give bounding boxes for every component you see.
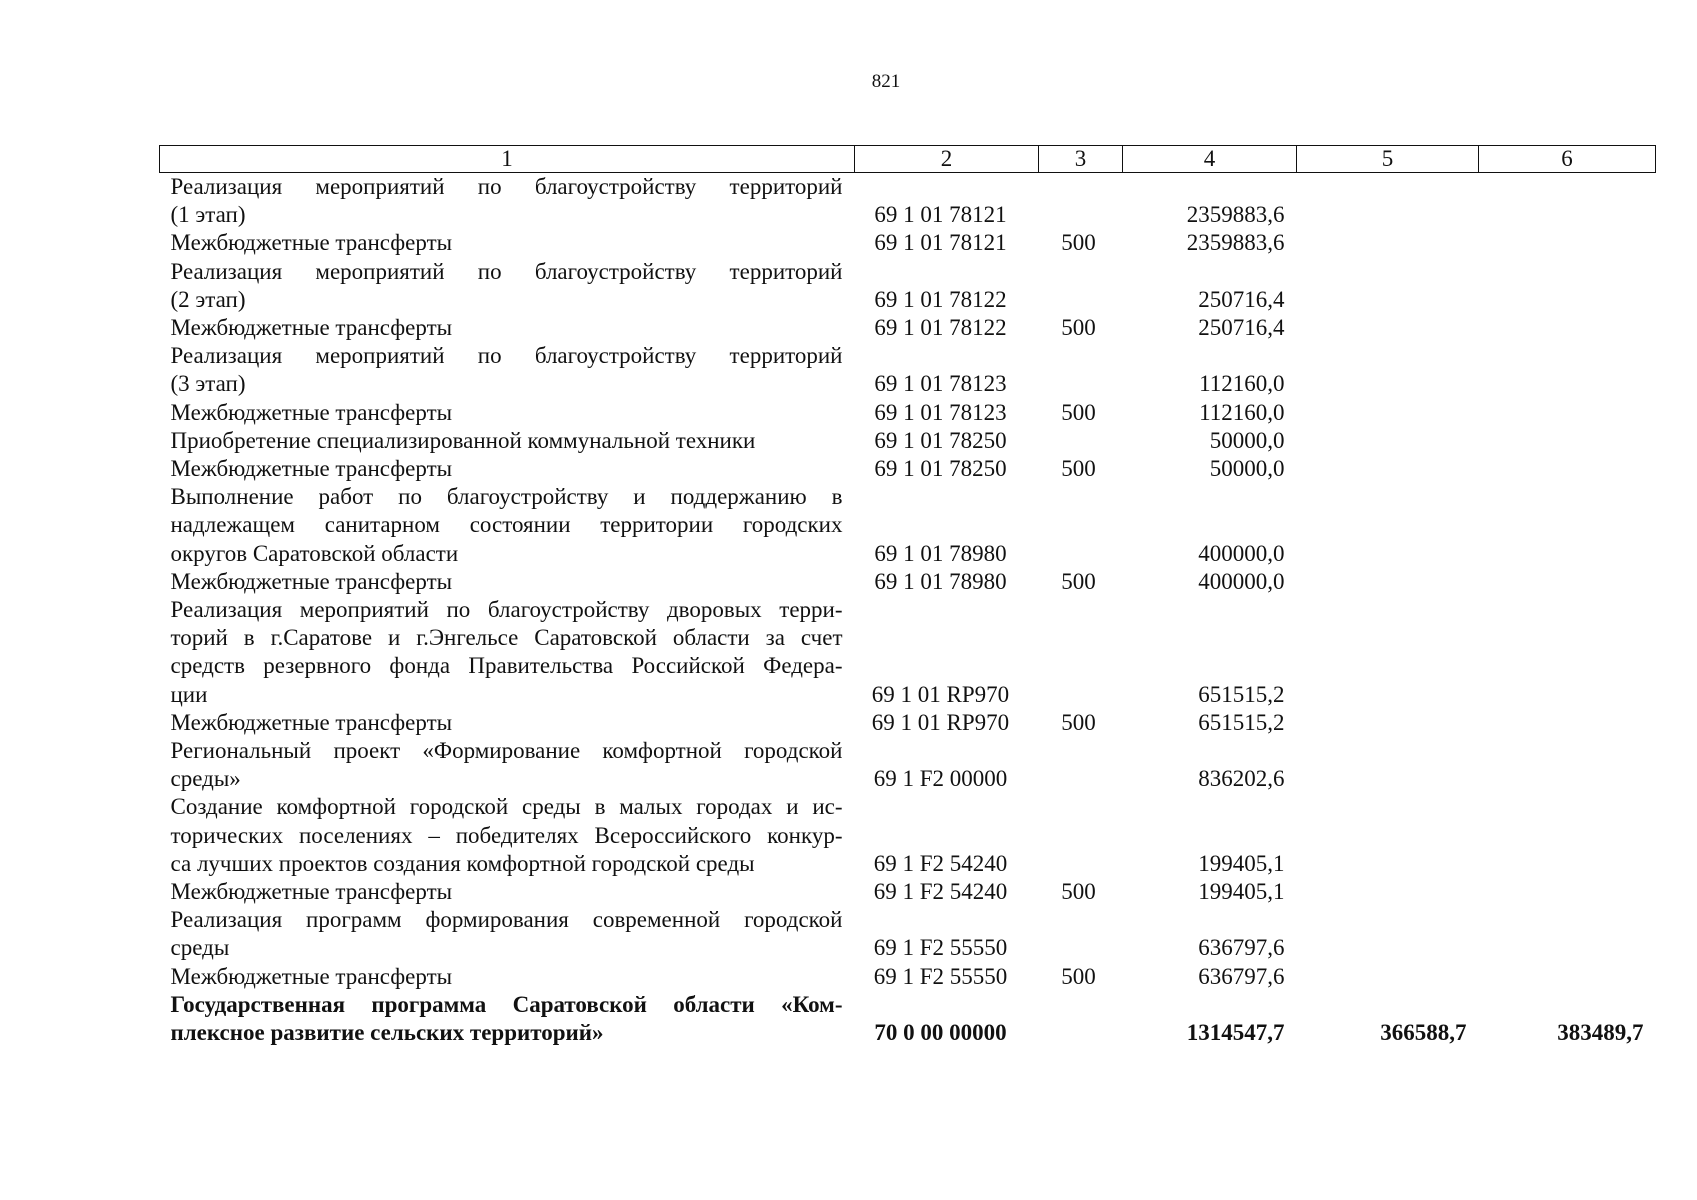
row-name-line: (3 этап) [170, 371, 246, 397]
table-row [160, 906, 1656, 962]
row-value-col6 [1479, 455, 1656, 483]
row-value-col4: 50000,0 [1209, 456, 1285, 482]
row-value-col4: 2359883,6 [1186, 202, 1285, 228]
table-row [160, 258, 1656, 314]
table-row [160, 793, 1656, 878]
row-type: 500 [1061, 879, 1096, 905]
row-value-col4: 636797,6 [1198, 963, 1285, 989]
table-header [160, 146, 1656, 173]
row-name-line: средств резервного фонда Правительства Российской Федера- [170, 653, 843, 679]
row-value-col5 [1297, 568, 1479, 596]
row-code: 69 1 F2 54240 [873, 850, 1008, 876]
row-name-line: Межбюджетные трансферты [170, 963, 453, 989]
row-type [1039, 173, 1123, 230]
row-name-line: Реализация мероприятий по благоустройству территорий [170, 343, 843, 369]
row-value-col5 [1297, 399, 1479, 427]
row-code: 69 1 01 78250 [874, 456, 1007, 482]
row-code: 69 1 01 78123 [874, 399, 1007, 425]
table-row [160, 173, 1656, 230]
row-value-col4: 651515,2 [1198, 709, 1285, 735]
row-type [1039, 737, 1123, 793]
row-name-line: Межбюджетные трансферты [170, 315, 453, 341]
header-col-6: 6 [1479, 146, 1656, 173]
row-code: 69 1 F2 55550 [873, 935, 1008, 961]
row-code: 69 1 01 78980 [874, 540, 1007, 566]
row-value-col4: 199405,1 [1198, 879, 1285, 905]
row-code: 69 1 01 RP970 [871, 681, 1010, 707]
row-value-col6 [1479, 427, 1656, 455]
row-value-col6 [1479, 258, 1656, 314]
row-type [1039, 483, 1123, 568]
table-row [160, 963, 1656, 991]
row-type [1039, 793, 1123, 878]
row-name-line: Выполнение работ по благоустройству и поддержанию в [170, 484, 843, 510]
row-name-line: Межбюджетные трансферты [170, 879, 453, 905]
row-name-line: Реализация мероприятий по благоустройству дворовых терри- [170, 597, 843, 623]
table-row [160, 483, 1656, 568]
row-value-col5 [1297, 427, 1479, 455]
row-name-line: Межбюджетные трансферты [170, 709, 453, 735]
row-value-col6 [1479, 906, 1656, 962]
row-name-line: Межбюджетные трансферты [170, 568, 453, 594]
row-name [160, 258, 855, 314]
row-name-line: Создание комфортной городской среды в малых городах и ис- [170, 794, 843, 820]
row-name-line: Реализация программ формирования современной городской [170, 907, 843, 933]
row-name [160, 906, 855, 962]
row-value-col6 [1479, 737, 1656, 793]
header-row [160, 146, 1656, 173]
row-type: 500 [1061, 456, 1096, 482]
row-type [1039, 991, 1123, 1047]
row-name [160, 709, 855, 737]
row-value-col6 [1479, 173, 1656, 230]
row-name [160, 568, 855, 596]
row-code: 69 1 01 78122 [874, 315, 1007, 341]
row-name [160, 991, 855, 1047]
header-col-2: 2 [855, 146, 1039, 173]
row-value-col5 [1297, 229, 1479, 257]
table-row [160, 399, 1656, 427]
row-value-col4: 400000,0 [1198, 540, 1285, 566]
row-type [1039, 342, 1123, 398]
header-col-4: 4 [1123, 146, 1297, 173]
row-code: 70 0 00 00000 [874, 1020, 1007, 1046]
row-name-line: са лучших проектов создания комфортной городской среды [170, 850, 755, 876]
row-value-col6 [1479, 709, 1656, 737]
row-name [160, 399, 855, 427]
row-name-line: (2 этап) [170, 286, 246, 312]
row-value-col5 [1297, 258, 1479, 314]
row-name-line: торических поселениях – победителях Всероссийского конкур- [170, 822, 843, 848]
table-body [160, 173, 1656, 1048]
row-value-col4: 1314547,7 [1186, 1020, 1285, 1046]
row-value-col5 [1297, 342, 1479, 398]
row-type: 500 [1061, 568, 1096, 594]
row-code: 69 1 01 78122 [874, 286, 1007, 312]
row-code: 69 1 F2 00000 [873, 766, 1008, 792]
row-type: 500 [1061, 230, 1096, 256]
table-row [160, 314, 1656, 342]
row-name-line: Реализация мероприятий по благоустройству территорий [170, 258, 843, 284]
row-name-line: торий в г.Саратове и г.Энгельсе Саратовской области за счет [170, 625, 843, 651]
table-row [160, 568, 1656, 596]
row-name [160, 229, 855, 257]
row-value-col5 [1297, 173, 1479, 230]
row-type: 500 [1061, 315, 1096, 341]
row-name [160, 596, 855, 709]
row-value-col4: 250716,4 [1198, 286, 1285, 312]
row-name-line: среды» [170, 766, 241, 792]
row-value-col5 [1297, 455, 1479, 483]
row-code: 69 1 F2 55550 [873, 963, 1008, 989]
table-row [160, 991, 1656, 1047]
row-name [160, 878, 855, 906]
row-type [1039, 258, 1123, 314]
header-col-5: 5 [1297, 146, 1479, 173]
row-code: 69 1 01 78123 [874, 371, 1007, 397]
row-name-line: Реализация мероприятий по благоустройству территорий [170, 174, 843, 199]
table-row [160, 709, 1656, 737]
table-row [160, 455, 1656, 483]
row-value-col5: 366588,7 [1380, 1020, 1467, 1046]
table-row [160, 878, 1656, 906]
row-value-col6 [1479, 399, 1656, 427]
page-number: 821 [871, 71, 901, 92]
row-value-col6 [1479, 596, 1656, 709]
row-value-col6 [1479, 878, 1656, 906]
row-value-col5 [1297, 906, 1479, 962]
row-code: 69 1 01 78121 [874, 202, 1007, 228]
row-name [160, 963, 855, 991]
table-row [160, 427, 1656, 455]
row-code: 69 1 01 RP970 [871, 709, 1010, 735]
row-value-col4: 112160,0 [1199, 371, 1285, 397]
row-name [160, 342, 855, 398]
row-name-line: Межбюджетные трансферты [170, 399, 453, 425]
row-value-col5 [1297, 963, 1479, 991]
header-col-1: 1 [160, 146, 855, 173]
row-value-col6 [1479, 793, 1656, 878]
row-name-line: среды [170, 935, 230, 961]
row-value-col4: 636797,6 [1198, 935, 1285, 961]
row-value-col4: 50000,0 [1209, 427, 1285, 453]
row-value-col6 [1479, 483, 1656, 568]
row-name [160, 793, 855, 878]
row-value-col6 [1479, 314, 1656, 342]
row-name-line: плексное развитие сельских территорий» [170, 1020, 604, 1046]
table-row [160, 342, 1656, 398]
row-value-col5 [1297, 596, 1479, 709]
row-name-line: надлежащем санитарном состоянии территории городских [170, 512, 843, 538]
row-code: 69 1 01 78121 [874, 230, 1007, 256]
budget-table [159, 145, 1656, 1047]
row-type [1039, 427, 1123, 455]
table-row [160, 737, 1656, 793]
row-name-line: Межбюджетные трансферты [170, 230, 453, 256]
row-name-line: округов Саратовской области [170, 540, 459, 566]
row-value-col5 [1297, 709, 1479, 737]
row-name-line: Приобретение специализированной коммунальной техники [170, 427, 756, 453]
row-type: 500 [1061, 399, 1096, 425]
row-code: 69 1 F2 54240 [873, 879, 1008, 905]
row-name [160, 737, 855, 793]
row-value-col4: 400000,0 [1198, 568, 1285, 594]
row-type [1039, 596, 1123, 709]
row-name-line: Региональный проект «Формирование комфортной городской [170, 738, 843, 764]
row-value-col6 [1479, 229, 1656, 257]
row-value-col6: 383489,7 [1557, 1020, 1644, 1046]
row-name [160, 173, 855, 230]
row-name-line: ции [170, 681, 208, 707]
row-type: 500 [1061, 709, 1096, 735]
row-name [160, 483, 855, 568]
row-type [1039, 906, 1123, 962]
row-value-col5 [1297, 737, 1479, 793]
row-value-col4: 250716,4 [1198, 315, 1285, 341]
row-value-col5 [1297, 483, 1479, 568]
row-value-col4: 2359883,6 [1186, 230, 1285, 256]
row-name-line: Межбюджетные трансферты [170, 456, 453, 482]
row-name-line: Государственная программа Саратовской области «Ком- [170, 991, 843, 1017]
table-row [160, 596, 1656, 709]
row-value-col4: 199405,1 [1198, 850, 1285, 876]
row-type: 500 [1061, 963, 1096, 989]
row-value-col5 [1297, 314, 1479, 342]
row-value-col5 [1297, 878, 1479, 906]
row-name-line: (1 этап) [170, 202, 246, 228]
row-value-col6 [1479, 568, 1656, 596]
table-row [160, 229, 1656, 257]
row-value-col6 [1479, 342, 1656, 398]
row-name [160, 314, 855, 342]
row-value-col6 [1479, 963, 1656, 991]
header-col-3: 3 [1039, 146, 1123, 173]
row-name [160, 455, 855, 483]
row-value-col4: 836202,6 [1198, 766, 1285, 792]
row-code: 69 1 01 78980 [874, 568, 1007, 594]
row-value-col4: 112160,0 [1199, 399, 1285, 425]
row-value-col5 [1297, 793, 1479, 878]
row-value-col4: 651515,2 [1198, 681, 1285, 707]
row-code: 69 1 01 78250 [874, 427, 1007, 453]
row-name [160, 427, 855, 455]
